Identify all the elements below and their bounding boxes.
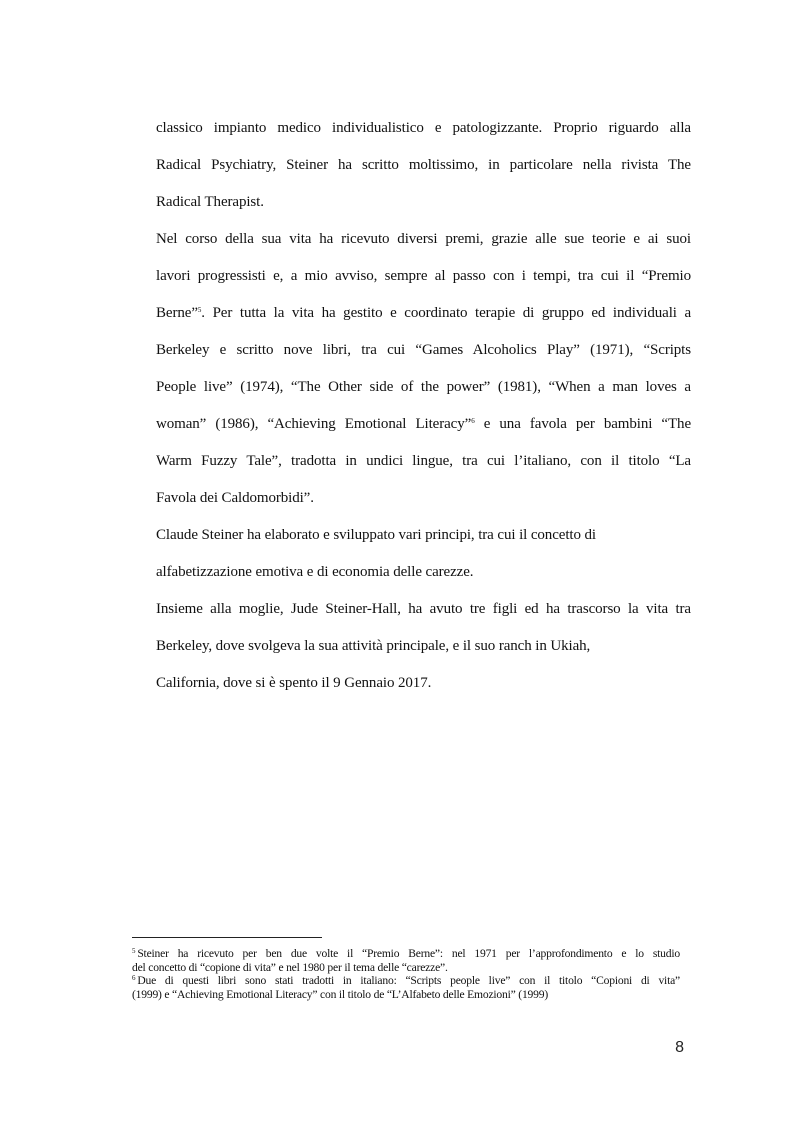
footnote-5-line: del concetto di “copione di vita” e nel 1980 per il tema delle “carezze”. — [132, 960, 448, 974]
page-number: 8 — [675, 1039, 684, 1056]
paragraph-line: People live” (1974), “The Other side of the power” (1981), “When a man loves a — [156, 379, 691, 395]
footnote-5-text: Steiner ha ricevuto per ben due volte il “Premio Berne”: nel 1971 per l’approfondimento e lo studio — [137, 947, 680, 960]
footnote-6-text: Due di questi libri sono stati tradotti in italiano: “Scripts people live” con il titolo “Copioni di vita” — [137, 974, 680, 988]
paragraph-line: Warm Fuzzy Tale”, tradotta in undici lingue, tra cui l’italiano, con il titolo “La — [156, 453, 691, 469]
paragraph-line: Claude Steiner ha elaborato e sviluppato vari principi, tra cui il concetto di — [156, 527, 596, 543]
footnote-6-marker: 6 — [132, 974, 136, 983]
paragraph-line: Nel corso della sua vita ha ricevuto diversi premi, grazie alle sue teorie e ai suoi — [156, 231, 691, 247]
footnote-separator — [132, 937, 322, 938]
line-part: woman” (1986), “Achieving Emotional Literacy” — [156, 416, 472, 432]
footnote-6-line: (1999) e “Achieving Emotional Literacy” con il titolo de “L’Alfabeto delle Emozioni” (1999) — [132, 987, 548, 1001]
paragraph-line: Insieme alla moglie, Jude Steiner-Hall, ha avuto tre figli ed ha trascorso la vita tra — [156, 601, 691, 617]
footnote-5-marker: 5 — [132, 947, 136, 955]
footnote-ref-5: 5 — [197, 306, 202, 314]
berne-text: Berne” — [156, 305, 198, 321]
paragraph-line: Favola dei Caldomorbidi”. — [156, 490, 314, 506]
paragraph-line-rest: Per tutta la vita ha gestito e coordinato terapie di gruppo ed individuali a — [212, 305, 692, 321]
paragraph-line: classico impianto medico individualistico e patologizzante. Proprio riguardo alla — [156, 120, 691, 136]
paragraph-line: Berkeley e scritto nove libri, tra cui “Games Alcoholics Play” (1971), “Scripts — [156, 342, 691, 358]
line-part: e una favola per bambini “The — [483, 416, 691, 432]
paragraph-line: lavori progressisti e, a mio avviso, sempre al passo con i tempi, tra cui il “Premio — [156, 268, 691, 284]
footnotes — [132, 947, 680, 1001]
footnote-6-line — [132, 974, 680, 988]
footnote-ref-6: 6 — [471, 417, 475, 425]
berne-tail: . — [201, 305, 205, 321]
paragraph-line: Radical Therapist. — [156, 194, 264, 210]
paragraph-line: Radical Psychiatry, Steiner ha scritto moltissimo, in particolare nella rivista The — [156, 157, 691, 173]
paragraph-line: Berkeley, dove svolgeva la sua attività principale, e il suo ranch in Ukiah, — [156, 638, 591, 654]
paragraph-line — [156, 295, 691, 332]
footnote-5-line — [132, 947, 680, 961]
body-text — [156, 110, 691, 702]
paragraph-line: alfabetizzazione emotiva e di economia delle carezze. — [156, 564, 474, 580]
paragraph-line: California, dove si è spento il 9 Gennaio 2017. — [156, 675, 432, 691]
paragraph-line — [156, 406, 691, 443]
